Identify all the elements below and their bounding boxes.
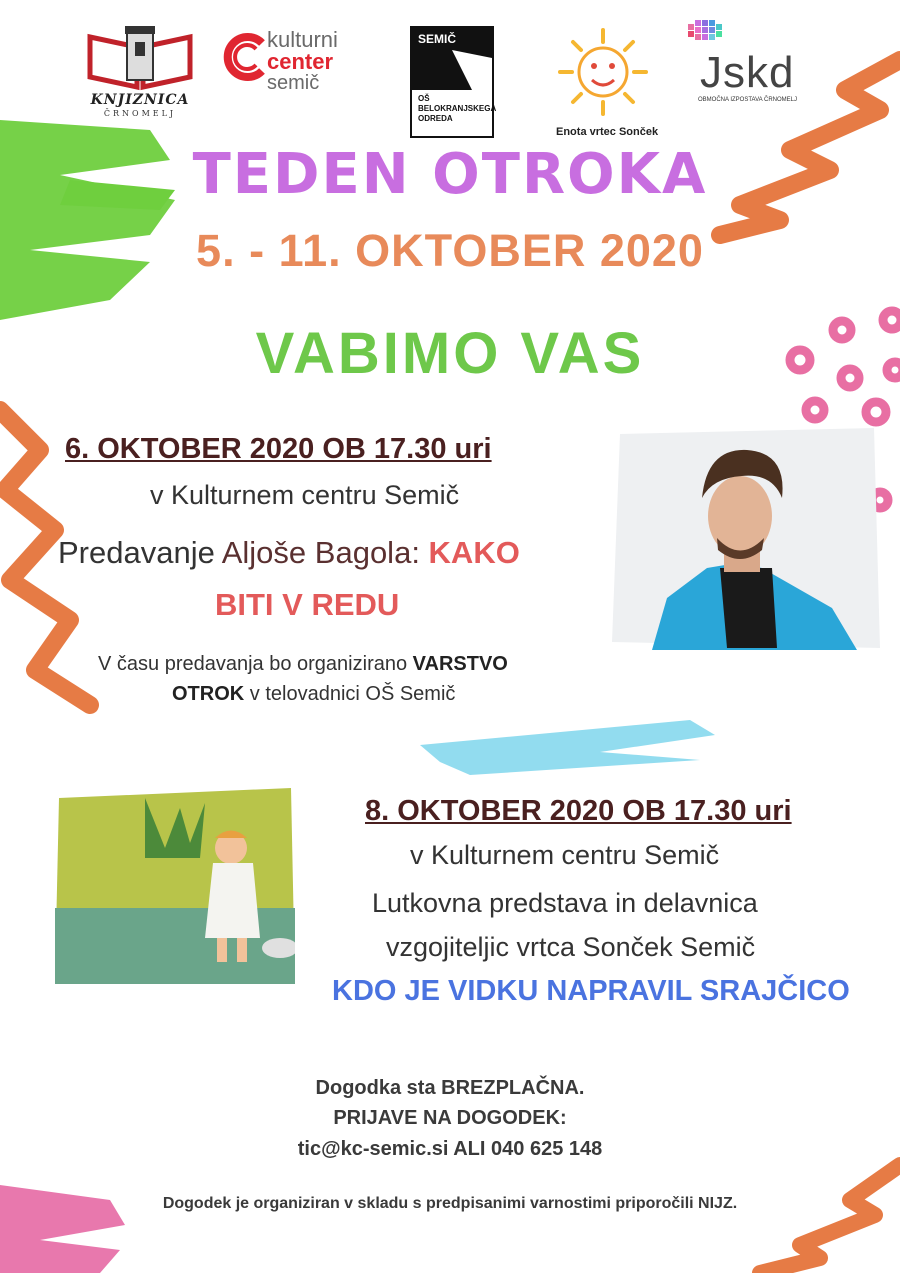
sun-icon <box>548 22 658 122</box>
event2-date: 8. OKTOBER 2020 OB 17.30 uri <box>365 795 792 827</box>
knjiznica-name: KNJIZNICA <box>90 92 190 108</box>
kulturni-center-logo <box>222 27 367 97</box>
event1-note-d: v telovadnici OŠ Semič <box>244 683 456 705</box>
orange-zigzag-bottom-right <box>760 1165 900 1273</box>
kc-line2: center <box>267 49 334 74</box>
knjiznica-town: ČRNOMELJ <box>103 109 177 118</box>
jskd-logo <box>688 20 798 110</box>
event-dates: 5. - 11. OKTOBER 2020 <box>196 225 704 276</box>
page-title: TEDEN OTROKA <box>192 142 708 207</box>
footer-contact: tic@kc-semic.si ALI 040 625 148 <box>297 1138 603 1160</box>
blue-brush-stroke <box>420 720 715 775</box>
event2-description-line2: vzgojiteljic vrtca Sonček Semič <box>386 932 756 962</box>
os-logo <box>410 26 494 138</box>
kc-c-icon <box>222 31 266 81</box>
footer-registration: PRIJAVE NA DOGODEK: <box>333 1107 567 1129</box>
event1-colon: : <box>411 535 429 570</box>
event1-note-a: V času predavanja bo organizirano <box>98 653 413 675</box>
os-logo-bottom: OŠ BELOKRANJSKEGA ODREDA <box>418 94 496 123</box>
knjiznica-logo <box>85 22 195 120</box>
soncek-caption: Enota vrtec Sonček <box>556 126 659 138</box>
event1-note-line1 <box>98 653 508 676</box>
soncek-logo <box>548 22 678 142</box>
event2-title: KDO JE VIDKU NAPRAVIL SRAJČICO <box>332 975 850 1007</box>
event1-note-b: VARSTVO <box>412 653 508 675</box>
pixel-grid-icon <box>688 20 728 50</box>
kc-line3: semič <box>267 72 320 94</box>
kc-line1: kulturni <box>267 27 338 52</box>
jskd-name: Jskd <box>700 48 795 97</box>
event2-description-line1: Lutkovna predstava in delavnica <box>372 888 758 918</box>
event1-note-c: OTROK <box>172 683 245 705</box>
footer-safety-note: Dogodek je organiziran v skladu s predpisanimi varnostimi priporočili NIJZ. <box>162 1195 738 1212</box>
book-icon <box>85 22 195 92</box>
jskd-subtitle: OBMOČNA IZPOSTAVA ČRNOMELJ <box>698 97 798 103</box>
tree-silhouette-icon <box>412 28 492 90</box>
event1-note-line2 <box>172 683 455 706</box>
event1-talk-title-2: BITI V REDU <box>215 587 400 622</box>
event1-date: 6. OKTOBER 2020 OB 17.30 uri <box>65 433 492 465</box>
footer-free-notice: Dogodka sta BREZPLAČNA. <box>315 1077 585 1099</box>
event1-talk <box>58 535 520 571</box>
event1-speaker: Aljoše Bagola <box>221 535 412 570</box>
event2-place: v Kulturnem centru Semič <box>410 840 720 870</box>
event1-talk-title-1: KAKO <box>428 535 520 570</box>
os-logo-top: SEMIČ <box>418 32 457 46</box>
invitation-heading: VABIMO VAS <box>255 321 645 386</box>
event1-place: v Kulturnem centru Semič <box>150 480 460 510</box>
event1-talk-prefix: Predavanje <box>58 535 222 570</box>
speaker-photo <box>612 428 882 650</box>
illustration-boy <box>55 788 295 986</box>
